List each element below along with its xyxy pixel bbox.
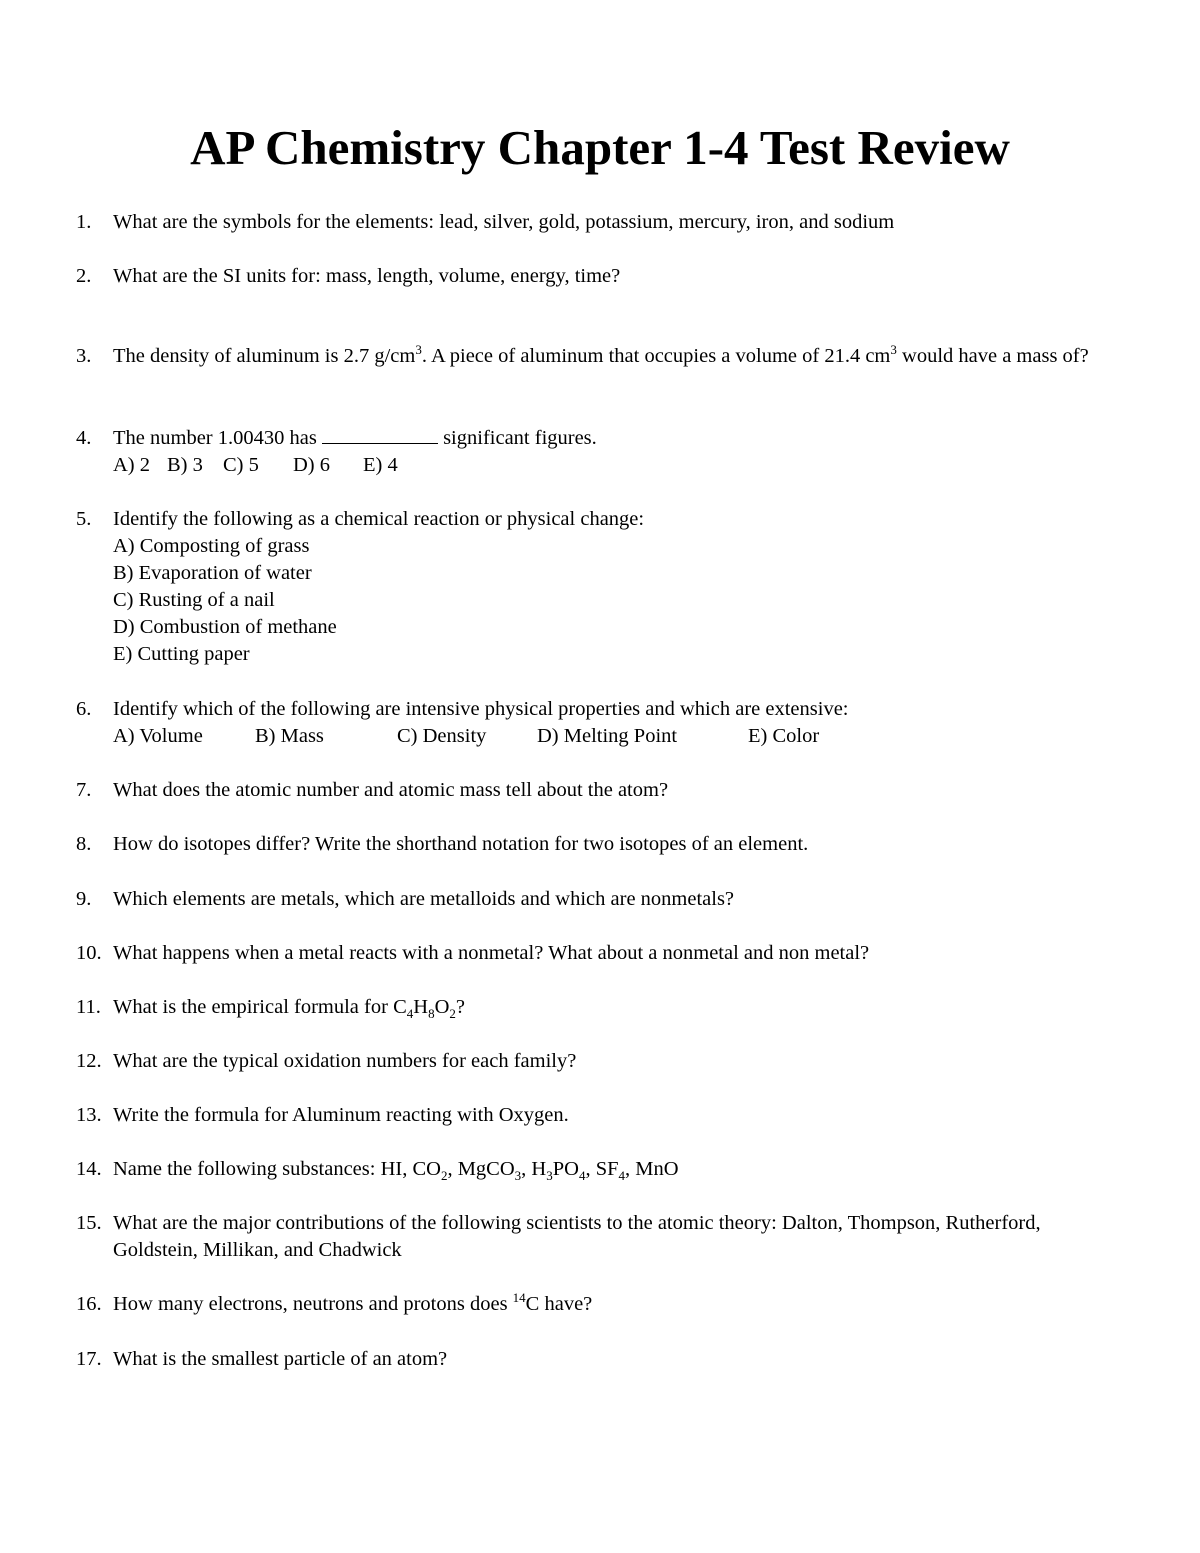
question-13 [76,1102,1106,1129]
option: E) 4 [363,454,398,476]
option: D) Melting Point [537,725,678,747]
page-title: AP Chemistry Chapter 1-4 Test Review [190,120,1010,175]
question-number: 17. [76,1348,102,1370]
question-6 [76,696,1106,750]
option: B) 3 [167,454,203,476]
question-text: Identify the following as a chemical reaction or physical change: [113,508,645,530]
text-part: , MgCO [447,1158,515,1180]
question-5 [76,506,1106,668]
text-part: The number 1.00430 has [113,427,322,449]
question-number: 9. [76,888,92,910]
option: B) Mass [255,725,324,747]
text-part: Name the following substances: HI, CO [113,1158,441,1180]
text-part: . A piece of aluminum that occupies a volume of 21.4 cm [421,345,891,367]
question-text: What are the SI units for: mass, length, volume, energy, time? [113,265,621,287]
answer-options [113,452,1106,479]
text-part: H [413,996,429,1018]
option: A) 2 [113,454,151,476]
question-text [113,425,1106,479]
text-part: , SF [585,1158,619,1180]
question-text: How do isotopes differ? Write the shorthand notation for two isotopes of an element. [113,833,809,855]
question-text: What is the smallest particle of an atom? [113,1348,448,1370]
question-number: 14. [76,1158,102,1180]
option: D) 6 [293,454,331,476]
subscript: 2 [440,1168,448,1184]
question-number: 12. [76,1050,102,1072]
question-text [113,1291,1106,1318]
question-number: 15. [76,1212,102,1234]
question-4 [76,425,1106,479]
question-text: Identify which of the following are intensive physical properties and which are extensive: [113,698,849,720]
question-number: 5. [76,508,92,530]
text-part: What is the empirical formula for C [113,996,407,1018]
question-text: What are the major contributions of the following scientists to the atomic theory: Dalton, Thompson, Rutherford, Goldstein, Millikan, and Chadwick [113,1212,1041,1261]
question-number: 2. [76,265,92,287]
question-text [113,1156,1106,1183]
option: A) Composting of grass [113,535,310,557]
question-text [113,994,1106,1021]
text-part: PO [552,1158,579,1180]
superscript: 14 [512,1290,526,1306]
question-11 [76,994,1106,1021]
option: B) Evaporation of water [113,562,312,584]
question-16 [76,1291,1106,1318]
option: E) Cutting paper [113,643,250,665]
question-14 [76,1156,1106,1183]
question-text: What does the atomic number and atomic mass tell about the atom? [113,779,669,801]
option: C) Rusting of a nail [113,589,275,611]
question-text: What happens when a metal reacts with a nonmetal? What about a nonmetal and non metal? [113,942,870,964]
question-3 [76,343,1106,370]
question-number: 7. [76,779,92,801]
text-part: The density of aluminum is 2.7 g/cm [113,345,416,367]
subscript: 4 [578,1168,586,1184]
question-7 [76,777,1106,804]
subscript: 4 [618,1168,626,1184]
question-12 [76,1048,1106,1075]
question-number: 3. [76,345,92,367]
subscript: 3 [514,1168,522,1184]
superscript: 3 [415,342,422,358]
text-part: ? [455,996,465,1018]
text-part: C have? [525,1293,593,1315]
question-number: 6. [76,698,92,720]
text-part: , MnO [625,1158,679,1180]
text-part: would have a mass of? [896,345,1089,367]
question-9 [76,886,1106,913]
text-part: How many electrons, neutrons and protons does [113,1293,513,1315]
question-text: What are the typical oxidation numbers for each family? [113,1050,577,1072]
text-part: , H [521,1158,547,1180]
question-number: 8. [76,833,92,855]
option: A) Volume [113,725,203,747]
text-part: significant figures. [437,427,597,449]
question-text [113,343,1106,370]
question-body [113,506,1106,668]
option: E) Color [748,725,820,747]
subscript: 4 [406,1006,414,1022]
question-number: 10. [76,942,102,964]
option: D) Combustion of methane [113,616,337,638]
question-body [113,696,1106,750]
question-text: Which elements are metals, which are metalloids and which are nonmetals? [113,888,735,910]
subscript: 8 [428,1006,435,1022]
question-15 [76,1210,1106,1264]
question-number: 1. [76,211,92,233]
answer-options [113,723,1106,750]
subscript: 2 [449,1006,456,1022]
question-2 [76,263,1106,290]
question-10 [76,940,1106,967]
question-number: 11. [76,996,101,1018]
answer-blank[interactable] [322,425,438,444]
question-17 [76,1346,1106,1373]
superscript: 3 [890,342,897,358]
text-part: O [434,996,450,1018]
question-1 [76,209,1106,236]
question-number: 4. [76,427,92,449]
question-text: What are the symbols for the elements: lead, silver, gold, potassium, mercury, iron, and sodium [113,211,895,233]
subscript: 3 [546,1168,553,1184]
question-text: Write the formula for Aluminum reacting with Oxygen. [113,1104,569,1126]
question-number: 13. [76,1104,102,1126]
question-8 [76,831,1106,858]
question-number: 16. [76,1293,102,1315]
option: C) Density [397,725,487,747]
option: C) 5 [223,454,259,476]
